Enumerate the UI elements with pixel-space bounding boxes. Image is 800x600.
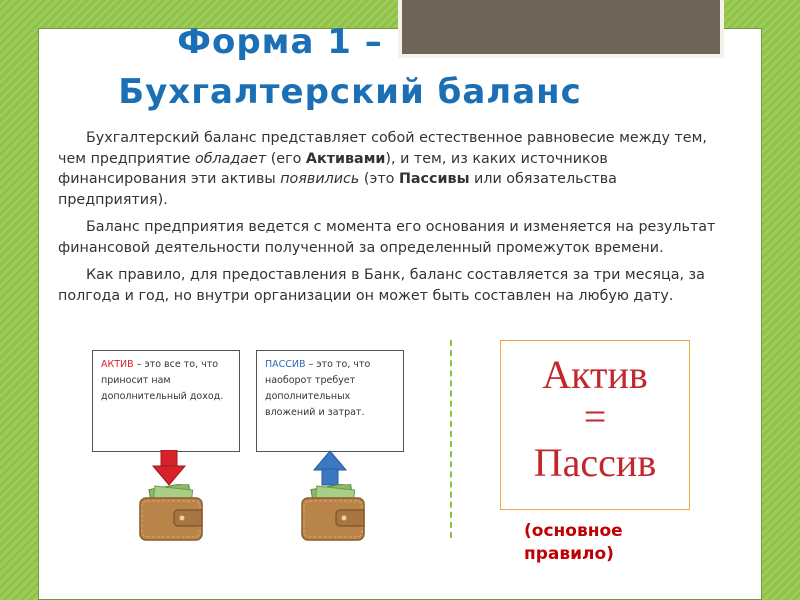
wallet-icon <box>138 484 204 542</box>
slide-title-line2: Бухгалтерский баланс <box>118 72 582 112</box>
divider-dashed <box>450 340 452 538</box>
paragraph-3: Как правило, для предоставления в Банк, баланс составляется за три месяца, за полгода и год, но внутри организации он может быть составлен на любую дату. <box>58 267 705 304</box>
balance-rule-box <box>500 340 690 510</box>
liability-keyword: ПАССИВ <box>265 359 306 370</box>
liability-card <box>256 350 404 452</box>
rule-liability: Пассив <box>533 440 657 485</box>
asset-keyword: АКТИВ <box>101 359 134 370</box>
slide-body <box>58 128 728 313</box>
rule-note-line1: (основное <box>524 521 623 541</box>
rule-note-line2: правило) <box>524 544 614 564</box>
rule-equals: = <box>583 394 607 439</box>
up-arrow-icon <box>313 450 347 486</box>
asset-card <box>92 350 240 452</box>
slide-title-line1: Форма 1 – <box>177 22 383 62</box>
rule-note <box>524 520 623 566</box>
down-arrow-icon <box>152 450 186 486</box>
wallet-icon <box>300 484 366 542</box>
rule-asset: Актив <box>542 352 648 397</box>
paragraph-1: Бухгалтерский баланс представляет собой естественное равновесие между тем, чем предприятие обладает (его Активами), и тем, из каких источников финансирования эти активы появились (это Пассивы или обязательства предприятия). <box>58 130 707 208</box>
asset-definition: – это все то, что приносит нам дополнительный доход. <box>101 359 224 402</box>
paragraph-2: Баланс предприятия ведется с момента его основания и изменяется на результат финансовой деятельности полученной за определенный промежуток времени. <box>58 219 716 256</box>
liability-definition: – это то, что наоборот требует дополнительных вложений и затрат. <box>265 359 371 418</box>
